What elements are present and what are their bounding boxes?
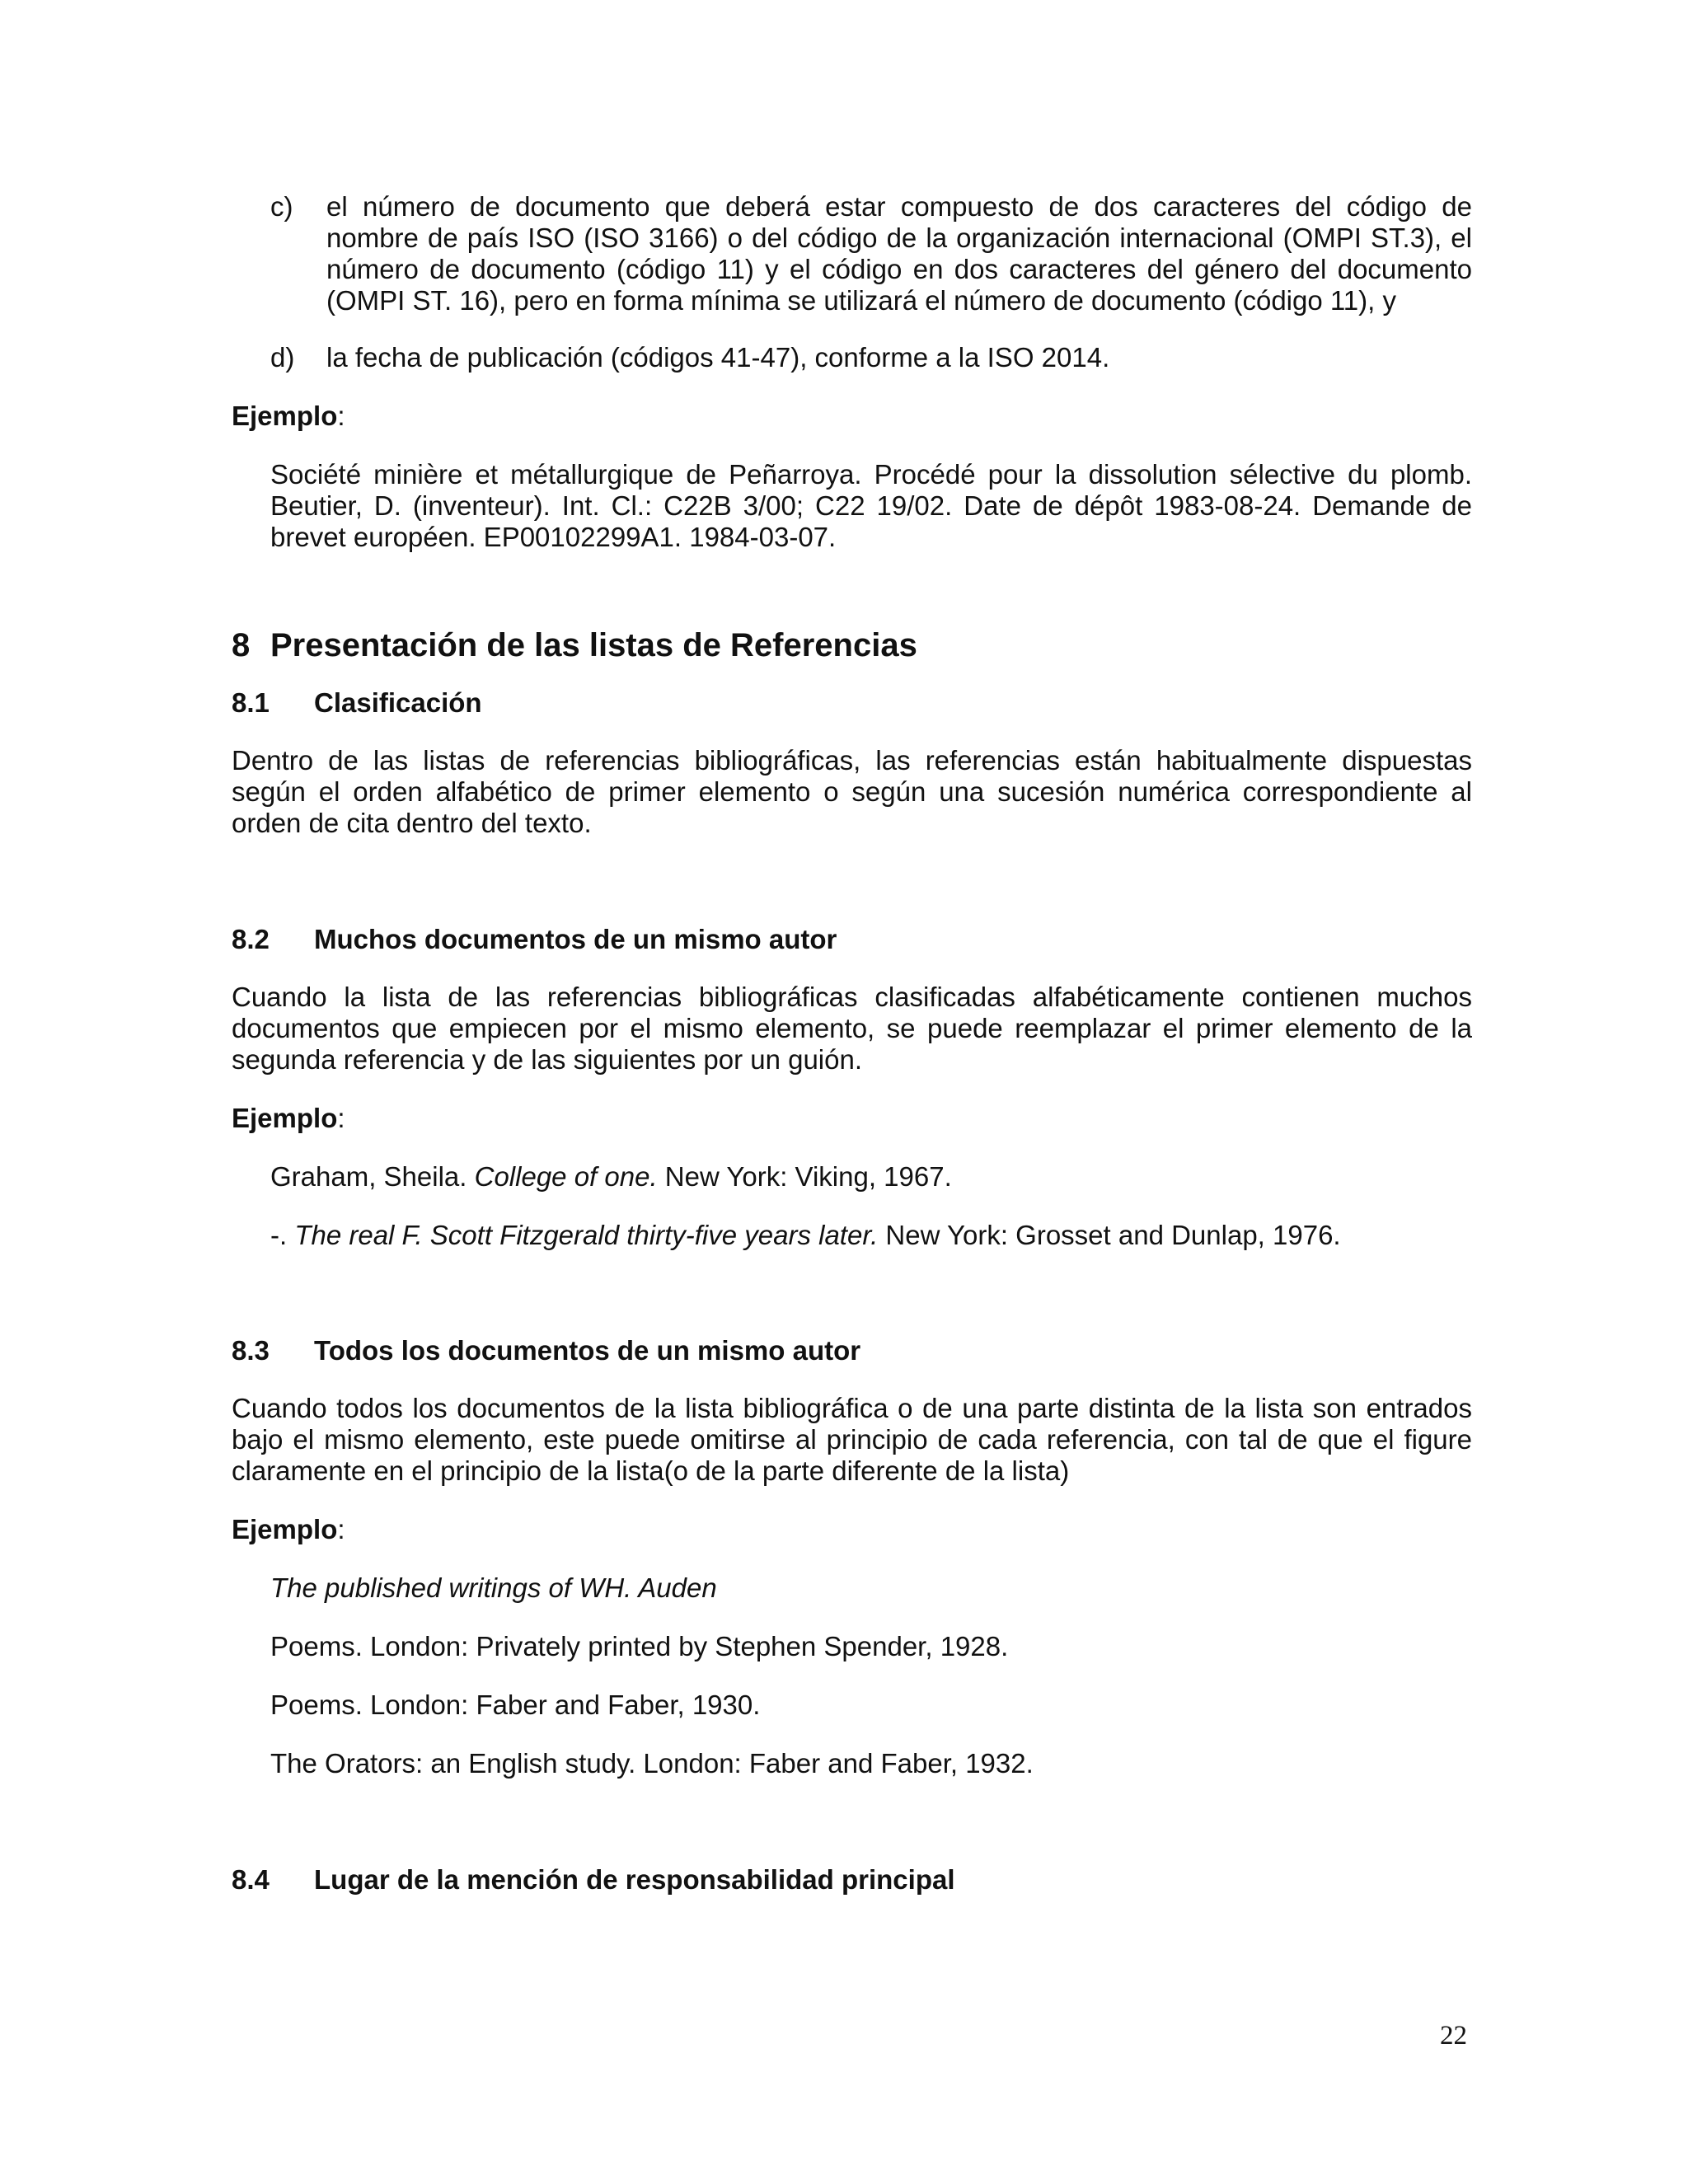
section-8-1-body: Dentro de las listas de referencias bibliográficas, las referencias están habitualmente dispuestas según el orden alfabético de primer elemento o según una sucesión numérica correspondiente al orden de cita dentro del texto.	[232, 745, 1472, 838]
ejemplo-label: Ejemplo:	[232, 401, 345, 431]
list-item-d	[232, 342, 1472, 373]
section-heading-8-3: 8.3 Todos los documentos de un mismo autor	[232, 1335, 861, 1366]
list-item-c	[232, 191, 1472, 316]
list-marker: d)	[270, 342, 295, 373]
list-text: el número de documento que deberá estar compuesto de dos caracteres del código de nombre de país ISO (ISO 3166) o del código de la organización internacional (OMPI ST.3), el número de documento (código 11) y el código en dos caracteres del género del documento (OMPI ST. 16), pero en forma mínima se utilizará el número de documento (código 11), y	[326, 191, 1472, 316]
example-reference: -. The real F. Scott Fitzgerald thirty-five years later. New York: Grosset and Dunlap, 1976.	[270, 1220, 1341, 1250]
ejemplo-label: Ejemplo:	[232, 1514, 345, 1544]
page-number: 22	[1440, 2021, 1467, 2050]
section-8-2-body: Cuando la lista de las referencias bibliográficas clasificadas alfabéticamente contienen muchos documentos que empiecen por el mismo elemento, se puede reemplazar el primer elemento de la segunda referencia y de las siguientes por un guión.	[232, 982, 1472, 1075]
example-reference: Société minière et métallurgique de Peñarroya. Procédé pour la dissolution sélective du plomb. Beutier, D. (inventeur). Int. Cl.: C22B 3/00; C22 19/02. Date de dépôt 1983-08-24. Demande de brevet européen. EP00102299A1. 1984-03-07.	[270, 459, 1472, 552]
example-reference: The Orators: an English study. London: Faber and Faber, 1932.	[270, 1748, 1034, 1779]
example-heading: The published writings of WH. Auden	[270, 1572, 717, 1603]
section-heading-8-4: 8.4 Lugar de la mención de responsabilidad principal	[232, 1864, 955, 1895]
document-page	[232, 191, 1472, 1896]
example-reference: Graham, Sheila. College of one. New York: Viking, 1967.	[270, 1161, 952, 1192]
list-text: la fecha de publicación (códigos 41-47), conforme a la ISO 2014.	[326, 342, 1110, 373]
section-heading-8-2: 8.2 Muchos documentos de un mismo autor	[232, 924, 837, 954]
section-heading-8: 8 Presentación de las listas de Referencias	[232, 627, 917, 663]
section-heading-8-1: 8.1 Clasificación	[232, 687, 482, 718]
ejemplo-label: Ejemplo:	[232, 1103, 345, 1133]
example-reference: Poems. London: Privately printed by Stephen Spender, 1928.	[270, 1631, 1009, 1661]
example-reference: Poems. London: Faber and Faber, 1930.	[270, 1690, 761, 1720]
section-8-3-body: Cuando todos los documentos de la lista bibliográfica o de una parte distinta de la lista son entrados bajo el mismo elemento, este puede omitirse al principio de cada referencia, con tal de que el figure claramente en el principio de la lista(o de la parte diferente de la lista)	[232, 1393, 1472, 1486]
list-marker: c)	[270, 191, 293, 222]
